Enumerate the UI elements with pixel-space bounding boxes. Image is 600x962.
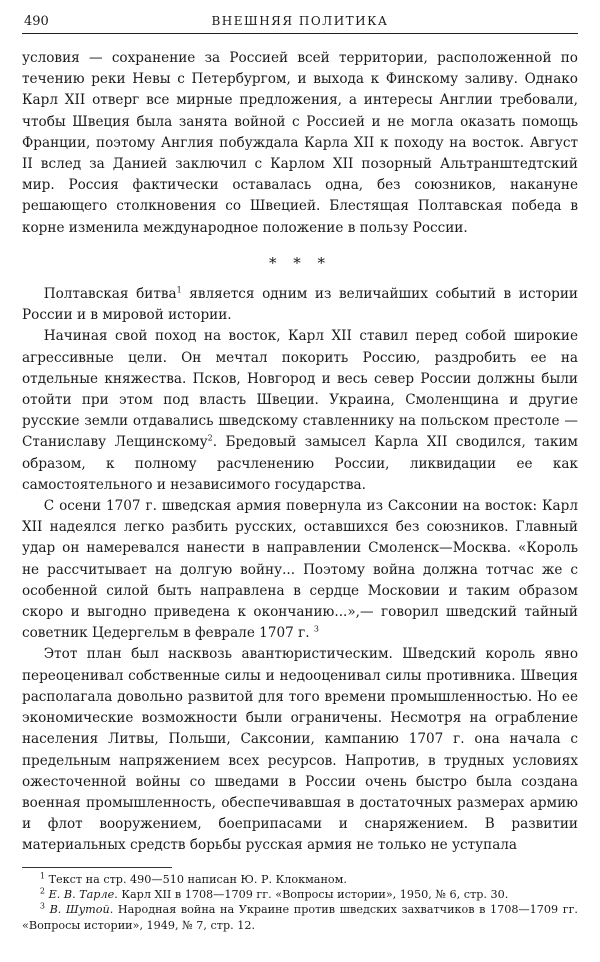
running-title: ВНЕШНЯЯ ПОЛИТИКА [211, 14, 389, 28]
footnote-ref-1: 1 [176, 285, 182, 295]
paragraph-5: Этот план был насквозь авантюристическим. Шведский король явно переоценивал собственные силы и недооценивал силы противника. Швеция располагала довольно развитой для того времени промышленностью. Но ее экономические возможности были ограничены. Несмотря на ограбление населения Литвы, Польши, Саксонии, кампанию 1707 г. она начала с предельным напряжением всех ресурсов. Напротив, в трудных условиях ожесточенной войны со шведами в России очень быстро была создана военная промышленность, обеспечивавшая в достаточных размерах армию и флот вооружением, боеприпасами и снаряжением. В развитии материальных средств борьбы русская армия не только не уступала [22, 646, 578, 854]
footnote-ref-2: 2 [207, 433, 213, 443]
main-text [22, 48, 578, 857]
page-number: 490 [24, 14, 49, 29]
footnote-1: $^1$ Текст на стр. 490—510 написан Ю. Р. Клокманом. [39, 870, 347, 886]
paragraph-4: С осени 1707 г. шведская армия повернула из Саксонии на восток: Карл XII надеялся легко разбить русских, оставшихся без союзников. Главный удар он намеревался нанести в направлении Смоленск—Москва. «Король не рассчитывает на долгую войну... Поэтому война должна тотчас же с особенной силой быть направлена в сердце Московии и таким образом скоро и выгодно приведена к окончанию...»,— говорил шведский тайный советник Цедергельм в феврале 1707 г. $^3$ [22, 498, 578, 642]
footnote-divider [22, 867, 172, 868]
footnote-author: В. Шутой. [49, 903, 114, 917]
section-separator: * * * [268, 253, 332, 272]
footnotes [22, 872, 578, 934]
footnote-3: $^3$ В. Шутой. Народная война на Украине против шведских захватчиков в 1708—1709 гг. «Вопросы истории», 1949, № 7, стр. 12. [22, 901, 578, 932]
footnote-ref-3: 3 [313, 624, 319, 634]
running-header [22, 14, 578, 34]
paragraph-3: Начиная свой поход на восток, Карл XII ставил перед собой широкие агрессивные цели. Он мечтал покорить Россию, раздробить ее на отдельные княжества. Псков, Новгород и весь север России должны были отойти при этом под власть Швеции. Украина, Смоленщина и другие русские земли отдавались шведскому ставленнику на польском престоле — Станиславу Лещинскому$^2$. Бредовый замысел Карла XII сводился, таким образом, к полному расчленению России, ликвидации ее как самостоятельного и независимого государства. [22, 328, 578, 493]
paragraph-1: условия — сохранение за Россией всей территории, расположенной по течению реки Невы с Петербургом, и выхода к Финскому заливу. Однако Карл XII отверг все мирные предложения, а интересы Англии требовали, чтобы Швеция была занята войной с Россией и не могла оказать помощь Франции, поэтому Англия побуждала Карла XII к походу на восток. Август II вслед за Данией заключил с Карлом XII позорный Альтранштедтский мир. Россия фактически оставалась одна, без союзников, накануне решающего столкновения со Швецией. Блестящая Полтавская победа в корне изменила международное положение в пользу России. [22, 50, 578, 236]
paragraph-2: Полтавская битва$^1$ является одним из величайших событий в истории России и в мировой истории. [22, 285, 578, 324]
footnote-author: Е. В. Тарле. [48, 887, 118, 901]
footnote-2: $^2$ Е. В. Тарле. Карл XII в 1708—1709 гг. «Вопросы истории», 1950, № 6, стр. 30. [39, 886, 509, 901]
